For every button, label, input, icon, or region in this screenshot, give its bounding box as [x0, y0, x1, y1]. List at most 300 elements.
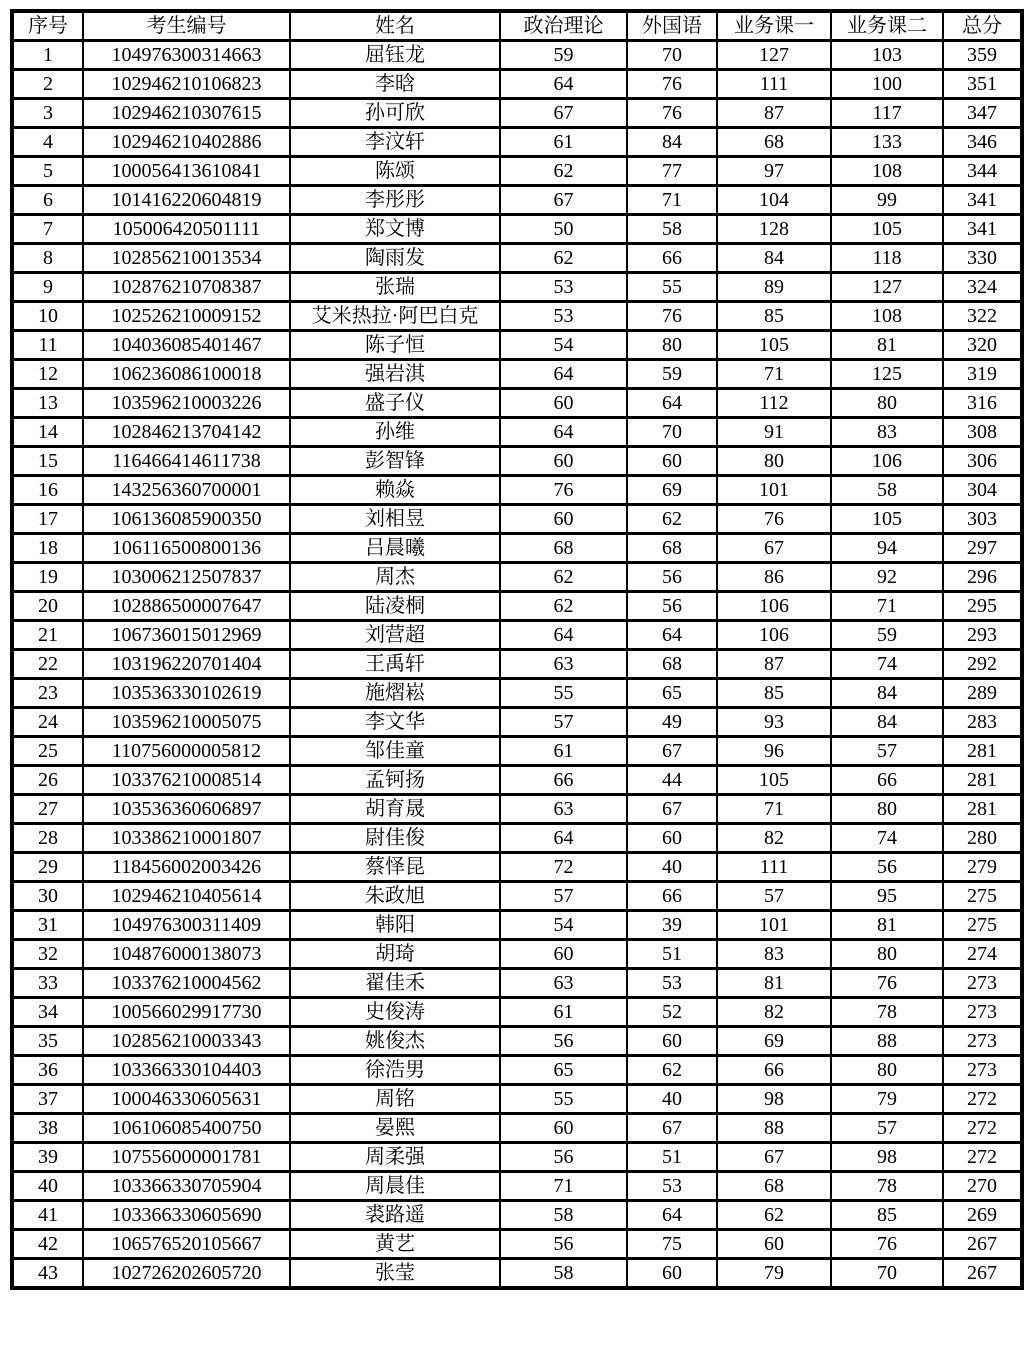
cell-candidate-id: 103376210008514	[83, 766, 290, 795]
cell-course-one: 69	[717, 1027, 831, 1056]
cell-course-one: 128	[717, 215, 831, 244]
cell-index: 34	[12, 998, 83, 1027]
cell-total: 275	[943, 882, 1022, 911]
table-row	[12, 621, 1022, 650]
cell-total: 304	[943, 476, 1022, 505]
cell-politics: 53	[500, 302, 627, 331]
cell-index: 22	[12, 650, 83, 679]
cell-course-two: 66	[831, 766, 943, 795]
cell-foreign-language: 76	[627, 99, 717, 128]
cell-total: 303	[943, 505, 1022, 534]
cell-foreign-language: 68	[627, 650, 717, 679]
cell-course-one: 83	[717, 940, 831, 969]
cell-course-one: 97	[717, 157, 831, 186]
cell-candidate-id: 102846213704142	[83, 418, 290, 447]
cell-index: 33	[12, 969, 83, 998]
cell-index: 19	[12, 563, 83, 592]
cell-total: 283	[943, 708, 1022, 737]
cell-name: 周柔强	[290, 1143, 500, 1172]
cell-name: 赖焱	[290, 476, 500, 505]
cell-index: 39	[12, 1143, 83, 1172]
cell-politics: 66	[500, 766, 627, 795]
score-table-body	[12, 41, 1022, 1289]
cell-total: 306	[943, 447, 1022, 476]
cell-candidate-id: 104876000138073	[83, 940, 290, 969]
cell-course-two: 100	[831, 70, 943, 99]
cell-candidate-id: 102726202605720	[83, 1259, 290, 1289]
table-row	[12, 302, 1022, 331]
cell-foreign-language: 76	[627, 70, 717, 99]
cell-course-two: 80	[831, 940, 943, 969]
cell-politics: 72	[500, 853, 627, 882]
cell-total: 273	[943, 1056, 1022, 1085]
cell-candidate-id: 103536330102619	[83, 679, 290, 708]
cell-candidate-id: 102856210003343	[83, 1027, 290, 1056]
cell-candidate-id: 102526210009152	[83, 302, 290, 331]
cell-name: 艾米热拉·阿巴白克	[290, 302, 500, 331]
cell-politics: 62	[500, 157, 627, 186]
cell-candidate-id: 100056413610841	[83, 157, 290, 186]
cell-course-two: 133	[831, 128, 943, 157]
table-row	[12, 360, 1022, 389]
cell-total: 272	[943, 1085, 1022, 1114]
table-row	[12, 505, 1022, 534]
cell-index: 15	[12, 447, 83, 476]
cell-candidate-id: 103366330705904	[83, 1172, 290, 1201]
cell-foreign-language: 66	[627, 882, 717, 911]
cell-foreign-language: 62	[627, 505, 717, 534]
cell-total: 281	[943, 737, 1022, 766]
table-row	[12, 1172, 1022, 1201]
cell-foreign-language: 70	[627, 418, 717, 447]
cell-course-two: 84	[831, 708, 943, 737]
cell-name: 徐浩男	[290, 1056, 500, 1085]
cell-politics: 64	[500, 418, 627, 447]
cell-total: 341	[943, 186, 1022, 215]
cell-name: 李汶轩	[290, 128, 500, 157]
cell-politics: 68	[500, 534, 627, 563]
cell-course-one: 101	[717, 476, 831, 505]
cell-name: 李彤彤	[290, 186, 500, 215]
cell-name: 张莹	[290, 1259, 500, 1289]
cell-candidate-id: 103366330605690	[83, 1201, 290, 1230]
cell-name: 朱政旭	[290, 882, 500, 911]
table-row	[12, 592, 1022, 621]
cell-candidate-id: 102946210106823	[83, 70, 290, 99]
cell-course-two: 80	[831, 1056, 943, 1085]
cell-name: 翟佳禾	[290, 969, 500, 998]
cell-foreign-language: 76	[627, 302, 717, 331]
cell-course-one: 85	[717, 679, 831, 708]
table-row	[12, 1259, 1022, 1289]
cell-total: 275	[943, 911, 1022, 940]
cell-foreign-language: 60	[627, 824, 717, 853]
table-row	[12, 911, 1022, 940]
cell-foreign-language: 58	[627, 215, 717, 244]
cell-foreign-language: 56	[627, 563, 717, 592]
cell-politics: 60	[500, 505, 627, 534]
cell-politics: 67	[500, 186, 627, 215]
cell-course-two: 81	[831, 911, 943, 940]
cell-total: 267	[943, 1259, 1022, 1289]
cell-candidate-id: 106736015012969	[83, 621, 290, 650]
cell-course-two: 95	[831, 882, 943, 911]
cell-total: 346	[943, 128, 1022, 157]
cell-course-two: 88	[831, 1027, 943, 1056]
cell-course-one: 71	[717, 795, 831, 824]
cell-foreign-language: 53	[627, 969, 717, 998]
cell-course-one: 93	[717, 708, 831, 737]
cell-politics: 58	[500, 1259, 627, 1289]
cell-politics: 64	[500, 70, 627, 99]
cell-course-one: 91	[717, 418, 831, 447]
cell-course-one: 86	[717, 563, 831, 592]
cell-course-one: 105	[717, 766, 831, 795]
cell-foreign-language: 84	[627, 128, 717, 157]
cell-course-two: 71	[831, 592, 943, 621]
cell-index: 20	[12, 592, 83, 621]
cell-name: 姚俊杰	[290, 1027, 500, 1056]
table-row	[12, 824, 1022, 853]
cell-candidate-id: 102946210402886	[83, 128, 290, 157]
table-row	[12, 650, 1022, 679]
cell-index: 3	[12, 99, 83, 128]
cell-foreign-language: 60	[627, 1027, 717, 1056]
cell-candidate-id: 102946210405614	[83, 882, 290, 911]
cell-course-one: 112	[717, 389, 831, 418]
cell-name: 韩阳	[290, 911, 500, 940]
cell-foreign-language: 52	[627, 998, 717, 1027]
cell-foreign-language: 40	[627, 1085, 717, 1114]
table-row	[12, 737, 1022, 766]
cell-total: 279	[943, 853, 1022, 882]
cell-index: 4	[12, 128, 83, 157]
table-row	[12, 969, 1022, 998]
cell-name: 周晨佳	[290, 1172, 500, 1201]
cell-foreign-language: 56	[627, 592, 717, 621]
table-row	[12, 1143, 1022, 1172]
cell-index: 24	[12, 708, 83, 737]
cell-candidate-id: 106136085900350	[83, 505, 290, 534]
cell-course-two: 80	[831, 795, 943, 824]
cell-candidate-id: 105006420501111	[83, 215, 290, 244]
cell-course-one: 80	[717, 447, 831, 476]
column-header-index: 序号	[12, 11, 83, 41]
cell-candidate-id: 107556000001781	[83, 1143, 290, 1172]
cell-candidate-id: 103596210003226	[83, 389, 290, 418]
cell-course-one: 84	[717, 244, 831, 273]
cell-course-one: 106	[717, 621, 831, 650]
cell-politics: 57	[500, 708, 627, 737]
cell-course-one: 87	[717, 99, 831, 128]
cell-foreign-language: 60	[627, 1259, 717, 1289]
cell-candidate-id: 104976300314663	[83, 41, 290, 70]
cell-index: 6	[12, 186, 83, 215]
cell-index: 11	[12, 331, 83, 360]
table-row	[12, 853, 1022, 882]
cell-candidate-id: 103196220701404	[83, 650, 290, 679]
cell-politics: 56	[500, 1143, 627, 1172]
cell-name: 晏熙	[290, 1114, 500, 1143]
cell-politics: 61	[500, 128, 627, 157]
cell-course-one: 106	[717, 592, 831, 621]
cell-politics: 56	[500, 1230, 627, 1259]
header-row	[12, 11, 1022, 41]
cell-name: 裘路遥	[290, 1201, 500, 1230]
cell-course-two: 74	[831, 824, 943, 853]
cell-name: 李文华	[290, 708, 500, 737]
cell-foreign-language: 64	[627, 1201, 717, 1230]
table-row	[12, 215, 1022, 244]
cell-course-two: 106	[831, 447, 943, 476]
cell-index: 37	[12, 1085, 83, 1114]
cell-index: 29	[12, 853, 83, 882]
cell-candidate-id: 116466414611738	[83, 447, 290, 476]
cell-course-one: 67	[717, 534, 831, 563]
cell-index: 5	[12, 157, 83, 186]
cell-candidate-id: 106236086100018	[83, 360, 290, 389]
cell-name: 李晗	[290, 70, 500, 99]
cell-candidate-id: 103386210001807	[83, 824, 290, 853]
cell-foreign-language: 68	[627, 534, 717, 563]
cell-politics: 71	[500, 1172, 627, 1201]
cell-politics: 62	[500, 563, 627, 592]
cell-total: 280	[943, 824, 1022, 853]
cell-candidate-id: 100566029917730	[83, 998, 290, 1027]
cell-politics: 63	[500, 795, 627, 824]
cell-politics: 62	[500, 244, 627, 273]
cell-foreign-language: 44	[627, 766, 717, 795]
table-row	[12, 157, 1022, 186]
cell-index: 32	[12, 940, 83, 969]
cell-politics: 60	[500, 1114, 627, 1143]
cell-foreign-language: 39	[627, 911, 717, 940]
cell-candidate-id: 106106085400750	[83, 1114, 290, 1143]
cell-course-two: 98	[831, 1143, 943, 1172]
cell-foreign-language: 59	[627, 360, 717, 389]
cell-total: 270	[943, 1172, 1022, 1201]
cell-index: 31	[12, 911, 83, 940]
cell-course-two: 99	[831, 186, 943, 215]
cell-name: 孟钶扬	[290, 766, 500, 795]
cell-name: 吕晨曦	[290, 534, 500, 563]
cell-candidate-id: 102856210013534	[83, 244, 290, 273]
cell-course-one: 87	[717, 650, 831, 679]
cell-foreign-language: 69	[627, 476, 717, 505]
cell-foreign-language: 65	[627, 679, 717, 708]
cell-name: 陈子恒	[290, 331, 500, 360]
cell-total: 273	[943, 998, 1022, 1027]
cell-politics: 63	[500, 969, 627, 998]
cell-foreign-language: 62	[627, 1056, 717, 1085]
table-row	[12, 418, 1022, 447]
cell-name: 屈钰龙	[290, 41, 500, 70]
cell-candidate-id: 110756000005812	[83, 737, 290, 766]
table-row	[12, 679, 1022, 708]
cell-name: 蔡怿昆	[290, 853, 500, 882]
table-row	[12, 331, 1022, 360]
cell-foreign-language: 40	[627, 853, 717, 882]
cell-foreign-language: 64	[627, 621, 717, 650]
cell-course-two: 125	[831, 360, 943, 389]
cell-total: 281	[943, 766, 1022, 795]
table-row	[12, 998, 1022, 1027]
cell-name: 王禹轩	[290, 650, 500, 679]
table-row	[12, 795, 1022, 824]
cell-foreign-language: 60	[627, 447, 717, 476]
cell-course-two: 74	[831, 650, 943, 679]
cell-course-two: 57	[831, 1114, 943, 1143]
cell-candidate-id: 101416220604819	[83, 186, 290, 215]
cell-total: 273	[943, 1027, 1022, 1056]
cell-politics: 58	[500, 1201, 627, 1230]
cell-candidate-id: 102876210708387	[83, 273, 290, 302]
cell-course-two: 80	[831, 389, 943, 418]
cell-total: 351	[943, 70, 1022, 99]
cell-total: 344	[943, 157, 1022, 186]
cell-politics: 64	[500, 621, 627, 650]
cell-total: 295	[943, 592, 1022, 621]
cell-politics: 59	[500, 41, 627, 70]
cell-total: 316	[943, 389, 1022, 418]
table-row	[12, 244, 1022, 273]
cell-candidate-id: 103376210004562	[83, 969, 290, 998]
cell-index: 27	[12, 795, 83, 824]
cell-index: 25	[12, 737, 83, 766]
cell-total: 293	[943, 621, 1022, 650]
cell-total: 320	[943, 331, 1022, 360]
cell-foreign-language: 75	[627, 1230, 717, 1259]
cell-course-two: 78	[831, 1172, 943, 1201]
table-row	[12, 882, 1022, 911]
cell-course-two: 108	[831, 157, 943, 186]
cell-total: 273	[943, 969, 1022, 998]
cell-course-one: 104	[717, 186, 831, 215]
cell-course-two: 92	[831, 563, 943, 592]
cell-foreign-language: 51	[627, 1143, 717, 1172]
cell-course-one: 66	[717, 1056, 831, 1085]
table-row	[12, 1056, 1022, 1085]
cell-course-one: 96	[717, 737, 831, 766]
cell-index: 1	[12, 41, 83, 70]
cell-total: 359	[943, 41, 1022, 70]
cell-candidate-id: 106116500800136	[83, 534, 290, 563]
cell-index: 30	[12, 882, 83, 911]
cell-candidate-id: 103596210005075	[83, 708, 290, 737]
cell-politics: 61	[500, 998, 627, 1027]
cell-total: 319	[943, 360, 1022, 389]
cell-course-two: 58	[831, 476, 943, 505]
table-row	[12, 128, 1022, 157]
cell-politics: 63	[500, 650, 627, 679]
cell-course-two: 79	[831, 1085, 943, 1114]
cell-course-two: 127	[831, 273, 943, 302]
cell-foreign-language: 64	[627, 389, 717, 418]
cell-course-one: 111	[717, 853, 831, 882]
cell-name: 陶雨发	[290, 244, 500, 273]
table-row	[12, 1230, 1022, 1259]
table-row	[12, 766, 1022, 795]
cell-total: 272	[943, 1114, 1022, 1143]
cell-foreign-language: 67	[627, 1114, 717, 1143]
cell-total: 308	[943, 418, 1022, 447]
cell-course-one: 111	[717, 70, 831, 99]
cell-index: 18	[12, 534, 83, 563]
cell-total: 330	[943, 244, 1022, 273]
cell-foreign-language: 77	[627, 157, 717, 186]
cell-index: 13	[12, 389, 83, 418]
table-row	[12, 940, 1022, 969]
cell-course-one: 81	[717, 969, 831, 998]
cell-total: 292	[943, 650, 1022, 679]
cell-candidate-id: 104036085401467	[83, 331, 290, 360]
cell-index: 8	[12, 244, 83, 273]
cell-politics: 60	[500, 447, 627, 476]
cell-candidate-id: 102946210307615	[83, 99, 290, 128]
cell-course-two: 70	[831, 1259, 943, 1289]
cell-foreign-language: 55	[627, 273, 717, 302]
cell-candidate-id: 106576520105667	[83, 1230, 290, 1259]
score-table-header	[12, 11, 1022, 41]
table-row	[12, 70, 1022, 99]
cell-course-two: 57	[831, 737, 943, 766]
cell-index: 9	[12, 273, 83, 302]
cell-index: 2	[12, 70, 83, 99]
cell-course-two: 83	[831, 418, 943, 447]
cell-index: 40	[12, 1172, 83, 1201]
cell-politics: 61	[500, 737, 627, 766]
cell-politics: 53	[500, 273, 627, 302]
cell-politics: 65	[500, 1056, 627, 1085]
cell-total: 297	[943, 534, 1022, 563]
cell-index: 7	[12, 215, 83, 244]
cell-politics: 54	[500, 331, 627, 360]
cell-candidate-id: 103536360606897	[83, 795, 290, 824]
cell-politics: 64	[500, 360, 627, 389]
cell-total: 272	[943, 1143, 1022, 1172]
cell-course-one: 127	[717, 41, 831, 70]
cell-name: 胡琦	[290, 940, 500, 969]
cell-candidate-id: 100046330605631	[83, 1085, 290, 1114]
cell-course-one: 71	[717, 360, 831, 389]
cell-index: 23	[12, 679, 83, 708]
cell-total: 269	[943, 1201, 1022, 1230]
cell-name: 彭智锋	[290, 447, 500, 476]
cell-course-two: 118	[831, 244, 943, 273]
table-row	[12, 534, 1022, 563]
cell-candidate-id: 118456002003426	[83, 853, 290, 882]
cell-candidate-id: 102886500007647	[83, 592, 290, 621]
cell-name: 施熠崧	[290, 679, 500, 708]
cell-total: 281	[943, 795, 1022, 824]
cell-foreign-language: 51	[627, 940, 717, 969]
cell-course-one: 62	[717, 1201, 831, 1230]
cell-name: 孙维	[290, 418, 500, 447]
cell-course-two: 76	[831, 1230, 943, 1259]
cell-name: 邹佳童	[290, 737, 500, 766]
cell-politics: 57	[500, 882, 627, 911]
cell-total: 347	[943, 99, 1022, 128]
column-header-course-two: 业务课二	[831, 11, 943, 41]
table-row	[12, 447, 1022, 476]
cell-total: 341	[943, 215, 1022, 244]
cell-politics: 60	[500, 389, 627, 418]
cell-course-two: 105	[831, 505, 943, 534]
column-header-course-one: 业务课一	[717, 11, 831, 41]
cell-name: 郑文博	[290, 215, 500, 244]
cell-index: 35	[12, 1027, 83, 1056]
table-row	[12, 1114, 1022, 1143]
